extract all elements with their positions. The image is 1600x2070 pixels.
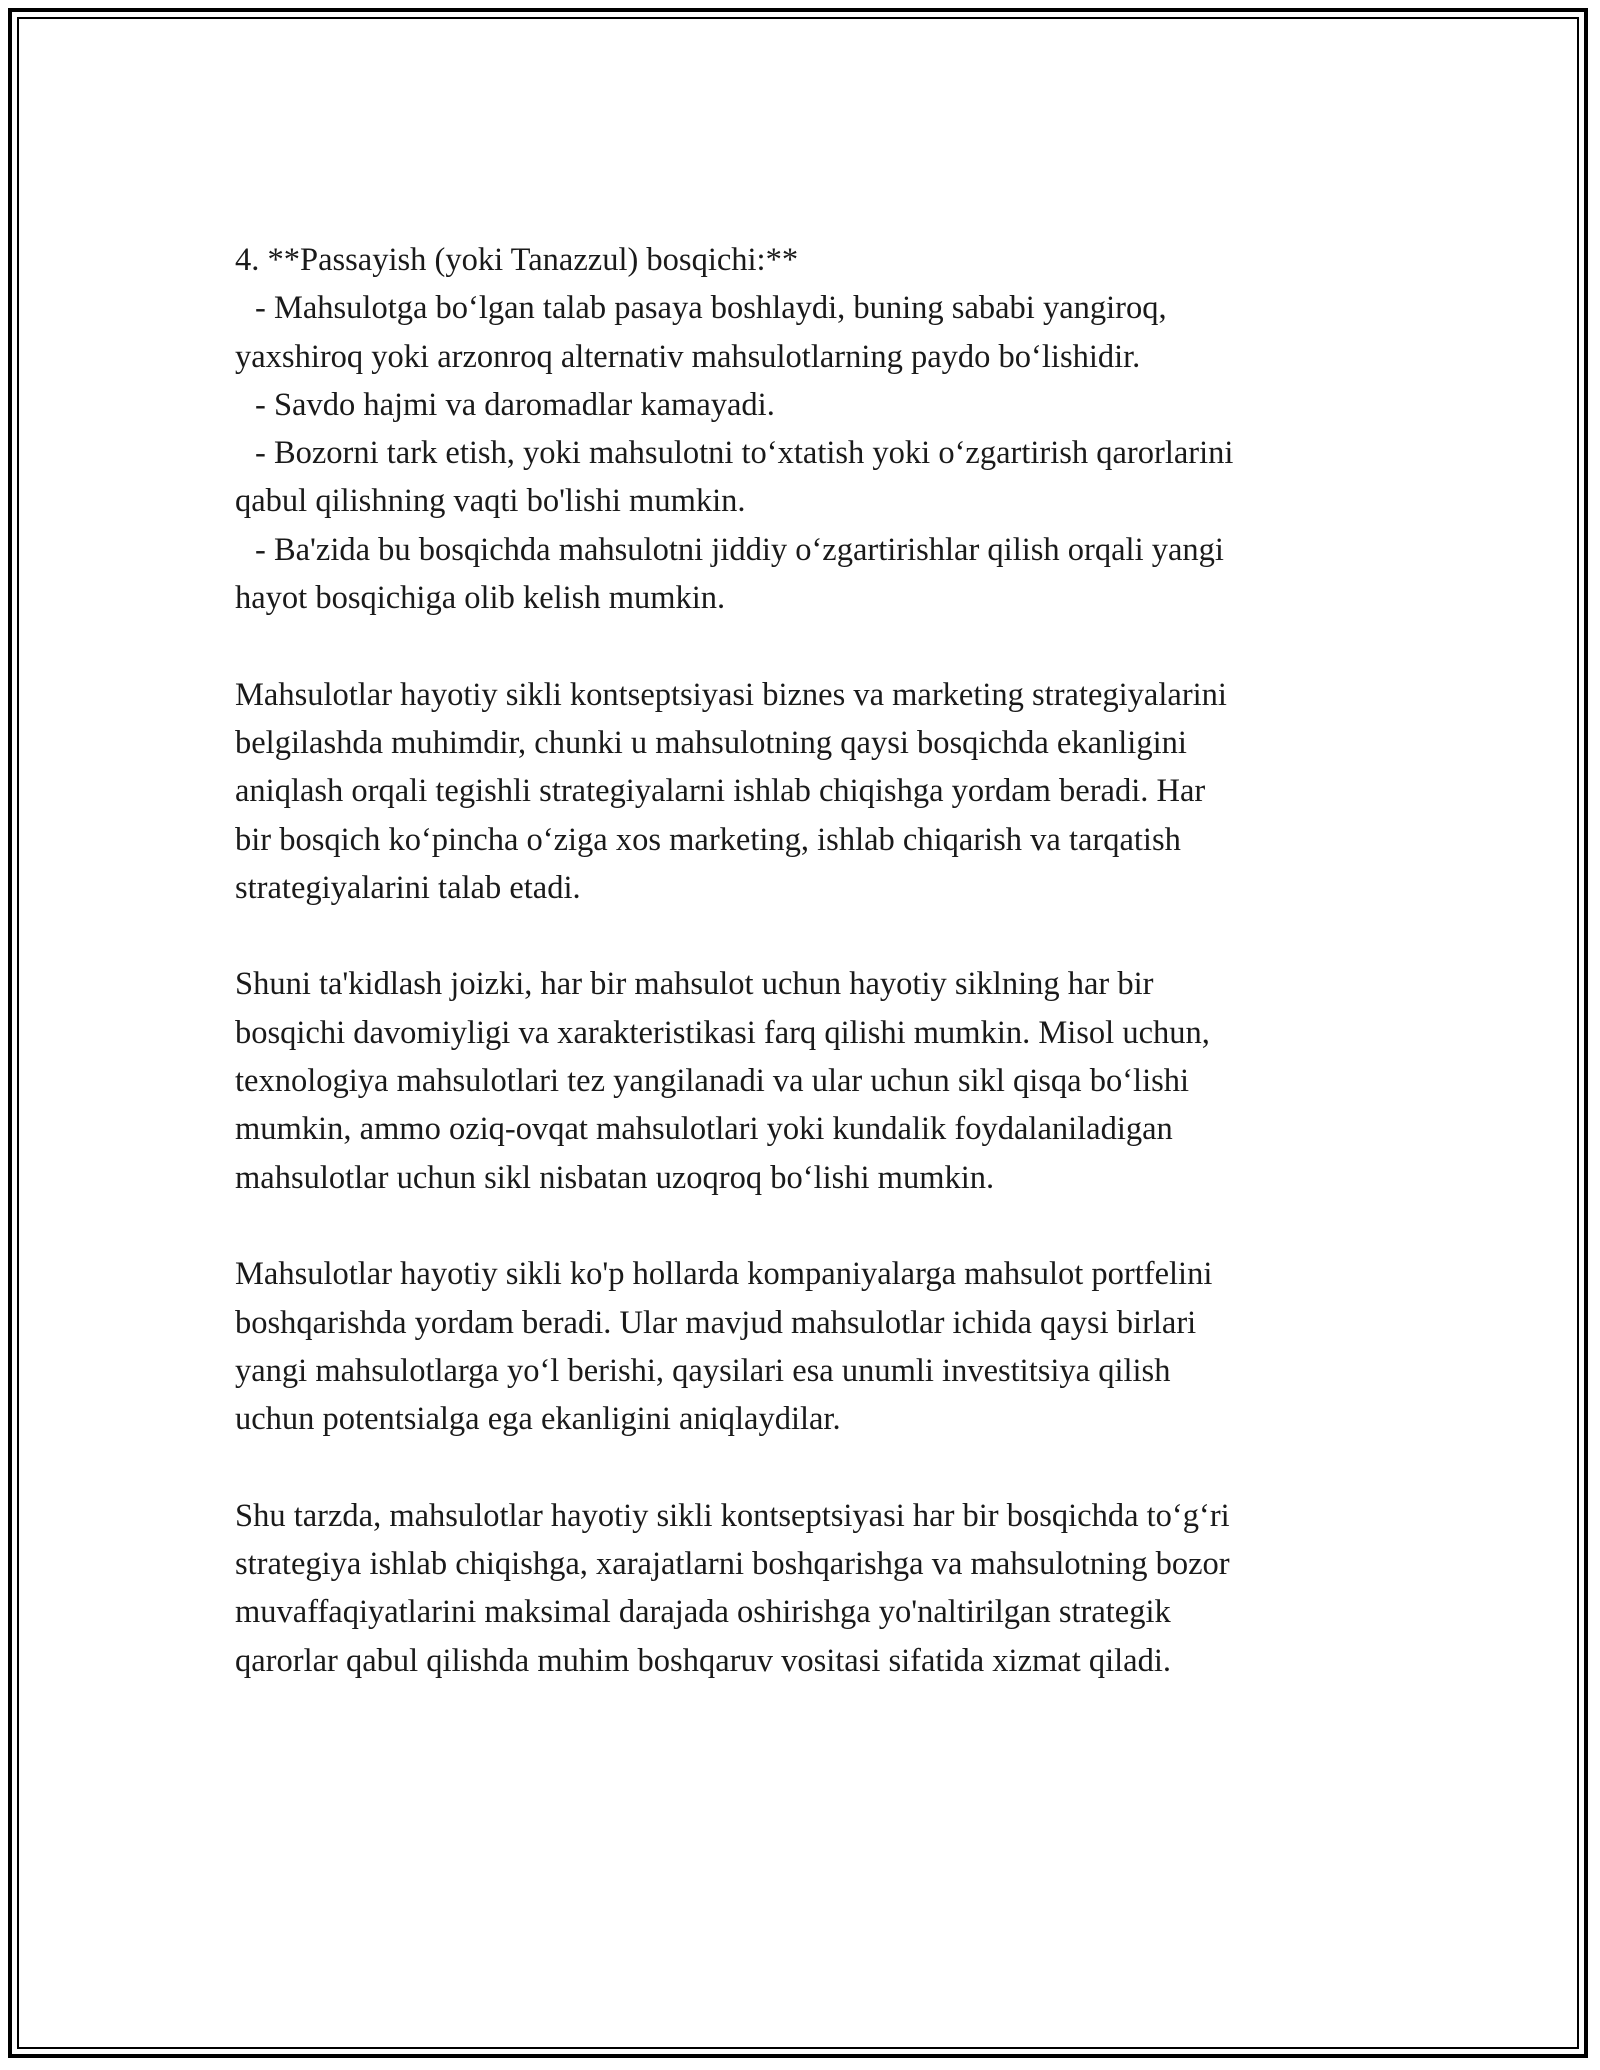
paragraph-line: strategiya ishlab chiqishga, xarajatlarni boshqarishga va mahsulotning bozor — [235, 1546, 1230, 1583]
paragraph-line: Shu tarzda, mahsulotlar hayotiy sikli kontseptsiyasi har bir bosqichda to‘g‘ri — [235, 1497, 1230, 1534]
bullet-line: - Bozorni tark etish, yoki mahsulotni to‘xtatish yoki o‘zgartirish qarorlarini — [255, 435, 1234, 472]
paragraph — [235, 1492, 1385, 1685]
paragraph-line: bir bosqich ko‘pincha o‘ziga xos marketing, ishlab chiqarish va tarqatish — [235, 821, 1181, 858]
paragraph-line: Mahsulotlar hayotiy sikli kontseptsiyasi biznes va marketing strategiyalarini — [235, 676, 1227, 713]
section-heading: 4. **Passayish (yoki Tanazzul) bosqichi:** — [235, 242, 799, 278]
paragraph-line: mahsulotlar uchun sikl nisbatan uzoqroq bo‘lishi mumkin. — [235, 1159, 995, 1196]
bullet-item — [235, 381, 1385, 429]
bullet-item — [235, 284, 1385, 381]
paragraph-line: texnologiya mahsulotlari tez yangilanadi va ular uchun sikl qisqa bo‘lishi — [235, 1063, 1190, 1100]
paragraph-line: strategiyalarini talab etadi. — [235, 869, 581, 906]
paragraph — [235, 671, 1385, 912]
paragraph-line: belgilashda muhimdir, chunki u mahsulotning qaysi bosqichda ekanligini — [235, 724, 1187, 761]
bullet-line: hayot bosqichiga olib kelish mumkin. — [235, 580, 726, 617]
document-body — [235, 236, 1385, 1733]
bullet-line: - Ba'zida bu bosqichda mahsulotni jiddiy o‘zgartirishlar qilish orqali yangi — [255, 531, 1224, 568]
paragraph-line: qarorlar qabul qilishda muhim boshqaruv vositasi sifatida xizmat qiladi. — [235, 1642, 1171, 1679]
paragraph-line: mumkin, ammo oziq-ovqat mahsulotlari yoki kundalik foydalaniladigan — [235, 1111, 1173, 1148]
bullet-line: - Savdo hajmi va daromadlar kamayadi. — [255, 386, 775, 423]
paragraph-line: Mahsulotlar hayotiy sikli ko'p hollarda kompaniyalarga mahsulot portfelini — [235, 1256, 1213, 1293]
bullet-item — [235, 429, 1385, 526]
paragraph-line: boshqarishda yordam beradi. Ular mavjud mahsulotlar ichida qaysi birlari — [235, 1304, 1197, 1341]
bullet-line: qabul qilishning vaqti bo'lishi mumkin. — [235, 483, 746, 520]
paragraph — [235, 1250, 1385, 1443]
paragraph-line: aniqlash orqali tegishli strategiyalarni ishlab chiqishga yordam beradi. Har — [235, 773, 1206, 810]
paragraph-line: yangi mahsulotlarga yo‘l berishi, qaysilari esa unumli investitsiya qilish — [235, 1352, 1171, 1389]
paragraph-line: Shuni ta'kidlash joizki, har bir mahsulot uchun hayotiy siklning har bir — [235, 966, 1154, 1003]
bullet-line: yaxshiroq yoki arzonroq alternativ mahsulotlarning paydo bo‘lishidir. — [235, 338, 1141, 375]
bullet-item — [235, 526, 1385, 623]
paragraph-line: uchun potentsialga ega ekanligini aniqlaydilar. — [235, 1401, 841, 1438]
bullet-line: - Mahsulotga bo‘lgan talab pasaya boshlaydi, buning sababi yangiroq, — [255, 290, 1167, 327]
paragraph — [235, 960, 1385, 1201]
paragraph-line: muvaffaqiyatlarini maksimal darajada oshirishga yo'naltirilgan strategik — [235, 1594, 1171, 1631]
paragraph-line: bosqichi davomiyligi va xarakteristikasi farq qilishi mumkin. Misol uchun, — [235, 1014, 1210, 1051]
section-decline-stage — [235, 236, 1385, 622]
